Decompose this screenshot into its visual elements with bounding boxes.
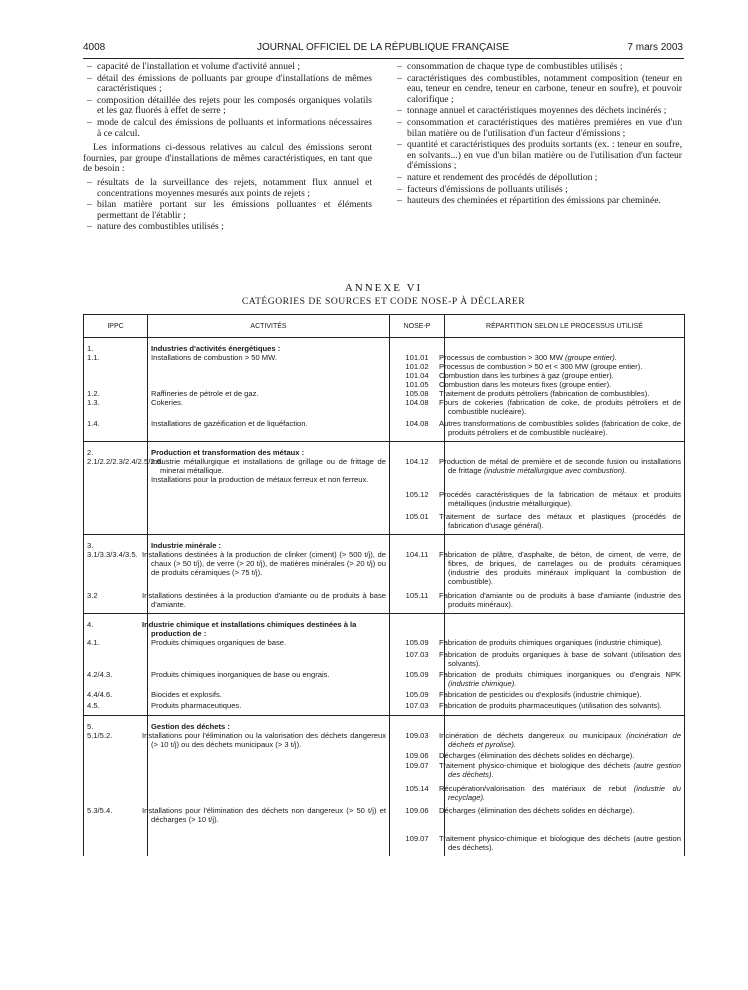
publication-date: 7 mars 2003: [627, 42, 683, 53]
list-item: – facteurs d'émissions de polluants utilisés ;: [397, 183, 568, 195]
table-row: 5.3/5.4. Installations pour l'élimination des déchets non dangereux (> 50 t/j) et décharges (> 10 t/j). 109.06 Décharges (élimination des déchets solides en décharge).: [84, 802, 685, 824]
table-row: 109.07 Traitement physico-chimique et biologique des déchets (autre gestion des déchets).: [84, 824, 685, 852]
list-item: – mode de calcul des émissions de polluants et informations nécessaires à ce calcul.: [87, 116, 372, 139]
intro-right-column: [393, 62, 682, 208]
table-row: 105.01 Traitement de surface des métaux et plastiques (procédés de fabrication d'usage général).: [84, 508, 685, 535]
list-item: – détail des émissions de polluants par groupe d'installations de mêmes caractéristiques ;: [87, 72, 372, 95]
table-row: [84, 852, 685, 856]
table-row: 105.14 Récupération/valorisation des matériaux de rebut (industrie du recyclage).: [84, 779, 685, 802]
table-row: 101.05 Combustion dans les moteurs fixes (groupe entier).: [84, 380, 685, 389]
list-item: – résultats de la surveillance des rejets, notamment flux annuel et concentrations moyennes mesurés aux points de rejets ;: [87, 176, 372, 199]
intro-paragraph: Les informations ci-dessous relatives au calcul des émissions seront fournies, par groupe d'installations de mêmes caractéristiques, en tant que de besoin :: [83, 142, 372, 175]
header-rule: [83, 58, 684, 59]
list-item: – nature et rendement des procédés de dépollution ;: [397, 171, 598, 183]
list-item: – nature des combustibles utilisés ;: [87, 221, 224, 233]
table-row: 3.1/3.3/3.4/3.5. Installations destinées à la production de clinker (ciment) (> 500 t/j), de chaux (> 50 t/j), de verre (> 20 t/j), de matières minérales (> 20 t/j) ou de produits céramiques (> 75 t/j). 104.11 Fabrication de plâtre, d'asphalte, de béton, de ciment, de verre, de fibres, de briques, de carrelages ou de produits céramiques (industrie des produits minéraux impliquant la combustion de combustible).: [84, 550, 685, 586]
table-row: 1.2. Raffineries de pétrole et de gaz. 105.08 Traitement de produits pétroliers (fabrication de combustibles).: [84, 389, 685, 398]
column-header-activites: ACTIVITÉS: [148, 315, 390, 338]
list-item: – hauteurs des cheminées et répartition des émissions par cheminée.: [397, 195, 661, 207]
journal-title: JOURNAL OFFICIEL DE LA RÉPUBLIQUE FRANÇAISE: [256, 42, 510, 53]
annexe-subtitle: CATÉGORIES DE SOURCES ET CODE NOSE-P À DÉCLARER: [241, 296, 526, 307]
list-item: – capacité de l'installation et volume d'activité annuel ;: [87, 61, 300, 72]
table-row: 107.03 Fabrication de produits organiques à base de solvant (utilisation des solvants).: [84, 647, 685, 668]
table-row: 1.1. Installations de combustion > 50 MW. 101.01 Processus de combustion > 300 MW (groupe entier).: [84, 353, 685, 362]
intro-left-column: [83, 62, 372, 234]
column-header-nose: NOSE-P: [390, 315, 445, 338]
list-item: – caractéristiques des combustibles, notamment composition (teneur en eau, teneur en cendre, teneur en carbone, teneur en soufre), et pouvoir calorifique ;: [397, 72, 682, 105]
table-row: 1.3. Cokeries. 104.08 Fours de cokeries (fabrication de coke, de produits pétroliers et de combustible nucléaire).: [84, 398, 685, 416]
annexe-title: ANNEXE VI: [344, 282, 423, 294]
table-row: 2.1/2.2/2.3/2.4/2.5/2.6. Industrie métallurgique et installations de grillage ou de frittage de minerai métallique. Installations pour la production de métaux ferreux et non ferreux. 104.12 Production de métal de première et de seconde fusion ou installations de frittage (industrie métallurgique avec combustion).: [84, 457, 685, 484]
table-row: 105.12 Procédés caractéristiques de la fabrication de métaux et produits métalliques (industrie métallurgique).: [84, 484, 685, 508]
column-header-repartition: RÉPARTITION SELON LE PROCESSUS UTILISÉ: [445, 315, 685, 338]
list-item: – quantité et caractéristiques des produits sortants (ex. : teneur en soufre, en solvants...) en vue d'un bilan matière ou de l'utilisation d'un facteur d'émissions ;: [397, 139, 682, 172]
table-row: 109.07 Traitement physico-chimique et biologique des déchets (autre gestion des déchets).: [84, 760, 685, 779]
nose-p-table: [83, 314, 685, 856]
table-row: 5.1/5.2. Installations pour l'élimination ou la valorisation des déchets dangereux (> 10 t/j) ou des déchets municipaux (> 3 t/j). 109.03 Incinération de déchets dangereux ou municipaux (incinération de déchets et pyrolise).: [84, 731, 685, 749]
table-header-row: [84, 315, 685, 338]
list-item: – composition détaillée des rejets pour les composés organiques volatils et les gaz fluorés à effet de serre ;: [87, 94, 372, 117]
table-row: 3. Industrie minérale :: [84, 535, 685, 551]
table-row: 4.5. Produits pharmaceutiques. 107.03 Fabrication de produits pharmaceutiques (utilisation des solvants).: [84, 699, 685, 716]
table-row: 101.04 Combustion dans les turbines à gaz (groupe entier).: [84, 371, 685, 380]
table-row: 1.4. Installations de gazéification et de liquéfaction. 104.08 Autres transformations de combustibles solides (fabrication de coke, de produits pétroliers et de combustible nucléaire).: [84, 416, 685, 442]
table-row: 3.2 Installations destinées à la production d'amiante ou de produits à base d'amiante. 105.11 Fabrication d'amiante ou de produits à base d'amiante (industrie des produits minéraux).: [84, 586, 685, 614]
column-header-ippc: IPPC: [84, 315, 148, 338]
table-row: 109.06 Décharges (élimination des déchets solides en décharge).: [84, 749, 685, 760]
table-row: 1. Industries d'activités énergétiques :: [84, 338, 685, 354]
table-row: 4.1. Produits chimiques organiques de base. 105.09 Fabrication de produits chimiques organiques (industrie chimique).: [84, 638, 685, 647]
table-row: 2. Production et transformation des métaux :: [84, 442, 685, 458]
list-item: – consommation et caractéristiques des matières premières en vue d'un bilan matière ou de l'utilisation d'un facteur d'émissions ;: [397, 116, 682, 139]
table-row: 4. Industrie chimique et installations chimiques destinées à la production de :: [84, 614, 685, 639]
list-item: – bilan matière portant sur les émissions polluantes et éléments permettant de l'établir ;: [87, 199, 372, 221]
page-header: [83, 42, 683, 54]
table-row: 4.2/4.3. Produits chimiques inorganiques de base ou engrais. 105.09 Fabrication de produits chimiques inorganiques ou d'engrais NPK (industrie chimique).: [84, 668, 685, 688]
table-row: 4.4/4.6. Biocides et explosifs. 105.09 Fabrication de pesticides ou d'explosifs (industrie chimique).: [84, 688, 685, 699]
table-row: 101.02 Processus de combustion > 50 et < 300 MW (groupe entier).: [84, 362, 685, 371]
list-item: – tonnage annuel et caractéristiques moyennes des déchets incinérés ;: [397, 105, 667, 117]
page-number: 4008: [83, 42, 106, 53]
table-row: 5. Gestion des déchets :: [84, 716, 685, 732]
list-item: – consommation de chaque type de combustibles utilisés ;: [397, 61, 623, 72]
